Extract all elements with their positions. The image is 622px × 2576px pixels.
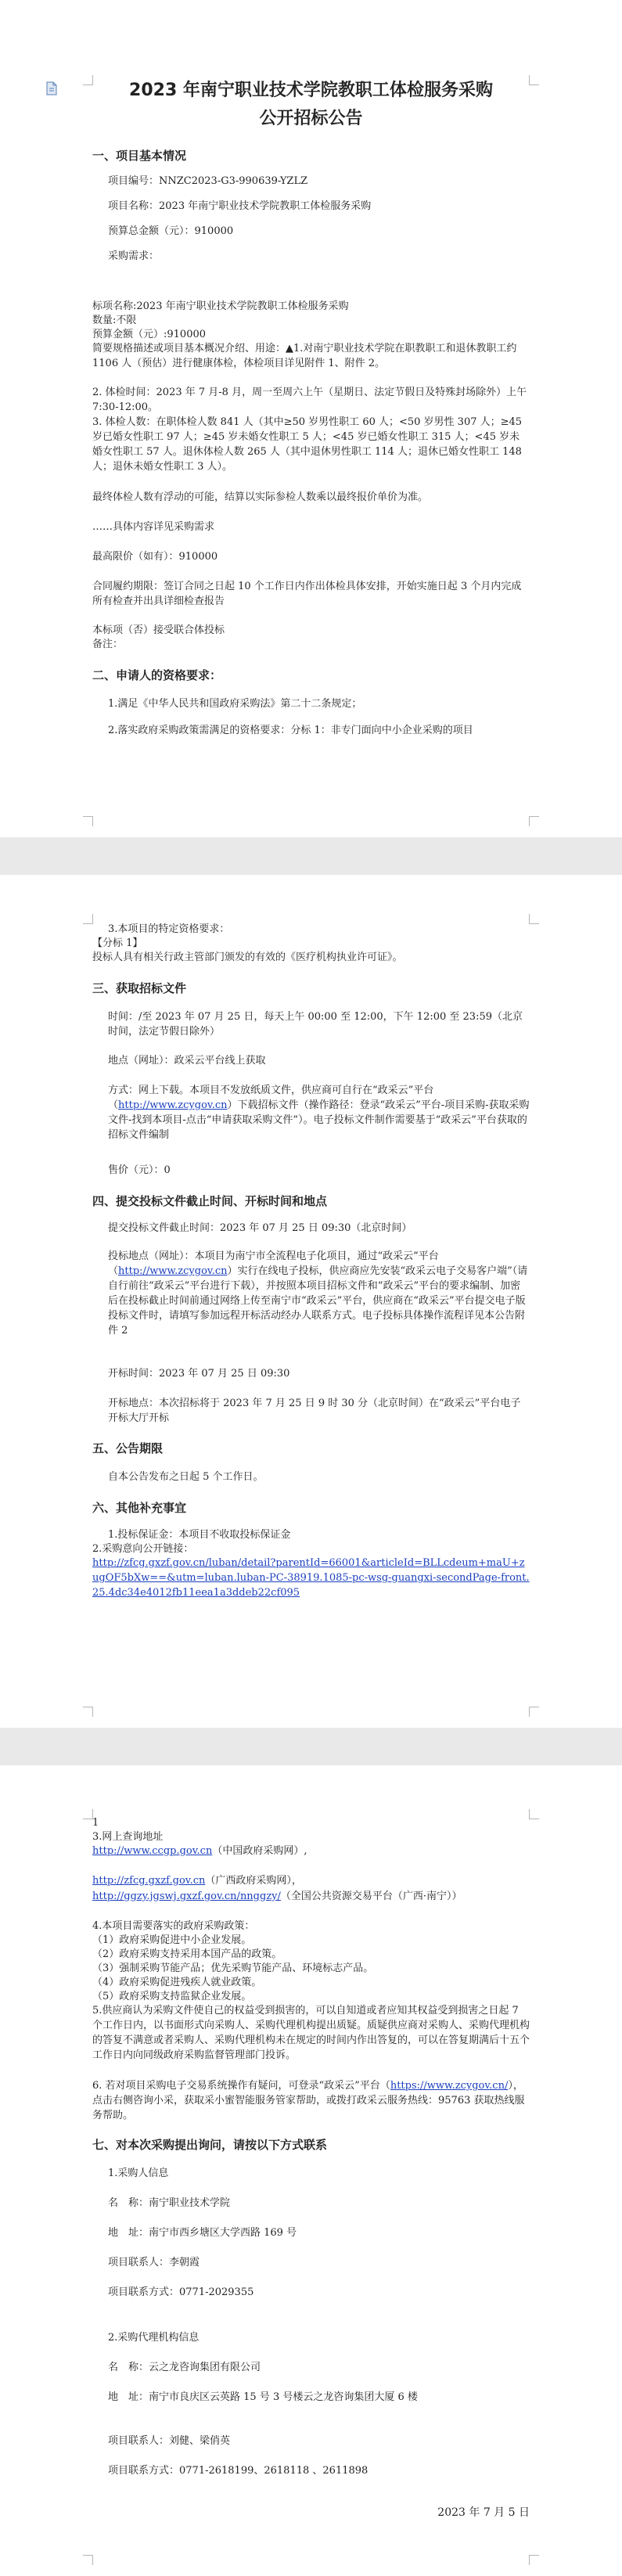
open-time: 开标时间：2023 年 07 月 25 日 09:30 — [108, 1368, 290, 1380]
document-page-3 — [0, 1765, 622, 2576]
page-corner-mark — [529, 2555, 539, 2565]
open-place: 开标地点：本次招标将于 2023 年 7 月 25 日 9 时 30 分（北京时间）在“政采云”平台电子开标大厅开标 — [108, 1398, 521, 1424]
section-heading: 七、对本次采购提出询问，请按以下方式联系 — [92, 2138, 328, 2152]
obtain-place: 地点（网址）：政采云平台线上获取 — [108, 1055, 266, 1067]
agent-address: 地 址：南宁市良庆区云英路 15 号 3 号楼云之龙咨询集团大厦 6 楼 — [108, 2391, 418, 2403]
demand-label: 采购需求： — [108, 250, 160, 262]
agent-phone: 项目联系方式：0771-2618199、2618118 、2611898 — [108, 2465, 369, 2477]
buyer-contact: 项目联系人：李朝霞 — [108, 2257, 200, 2268]
policy-item: （1）政府采购促进中小企业发展。 — [92, 1934, 252, 1946]
people-note: 最终体检人数有浮动的可能，结算以实际参检人数乘以最终报价单价为准。 — [92, 491, 429, 503]
policy-item: （5）政府采购支持监狱企业发展。 — [92, 1991, 252, 2002]
remark: 备注： — [92, 639, 124, 650]
link-continuation: 1 — [92, 1817, 99, 1829]
budget-amount: 预算金额（元）:910000 — [92, 329, 207, 340]
query-address-2: http://zfcg.gxzf.gov.cn（广西政府采购网）， — [92, 1875, 302, 1887]
buyer-address: 地 址：南宁市西乡塘区大学西路 169 号 — [108, 2227, 297, 2239]
contract-period: 合同履约期限：签订合同之日起 10 个工作日内作出体检具体安排，开始实施日起 3 个月内完成所有检查并出具详细检查报告 — [92, 581, 522, 607]
section-heading: 六、其他补充事宜 — [92, 1501, 187, 1515]
buyer-phone: 项目联系方式：0771-2029355 — [108, 2286, 254, 2298]
page-corner-mark — [529, 75, 539, 85]
policy-item: （4）政府采购促进残疾人就业政策。 — [92, 1977, 262, 1988]
policy-label: 4.本项目需要落实的政府采购政策： — [92, 1920, 255, 1932]
intention-link[interactable]: http://zfcg.gxzf.gov.cn/luban/detail?parentId=66001&articleId=BLLcdeum+maU+zugOF5bXw==&utm=luban.luban-PC-38919.1085-pc-wsg-guangxi-secondPage-front.25.4dc34e4012fb11eea1a3ddeb22cf095 — [92, 1557, 530, 1599]
page-corner-mark — [83, 816, 93, 826]
joint-bid: 本标项（否）接受联合体投标 — [92, 624, 225, 636]
intention-link-label: 2.采购意向公开链接： — [92, 1543, 194, 1555]
gxzf-link[interactable]: http://zfcg.gxzf.gov.cn — [92, 1875, 206, 1887]
document-page-2 — [0, 875, 622, 1728]
obtain-time: 时间：/至 2023 年 07 月 25 日，每天上午 00:00 至 12:00，下午 12:00 至 23:59（北京时间，法定节假日除外） — [108, 1011, 523, 1038]
more-details: ……具体内容详见采购需求 — [92, 521, 215, 533]
bid-deadline: 提交投标文件截止时间：2023 年 07 月 25 日 09:30（北京时间） — [108, 1222, 412, 1234]
section-heading: 四、提交投标文件截止时间、开标时间和地点 — [92, 1194, 328, 1208]
section-heading: 二、申请人的资格要求： — [92, 668, 222, 682]
qualification-3: 3.本项目的特定资格要求： — [108, 923, 230, 935]
ccgp-link[interactable]: http://www.ccgp.gov.cn — [92, 1845, 213, 1857]
zcygov-link[interactable]: http://www.zcygov.cn — [118, 1099, 228, 1111]
bid-place: 投标地点（网址）：本项目为南宁市全流程电子化项目，通过“政采云”平台（http://www.zcygov.cn）实行在线电子投标，供应商应先安装“政采云电子交易客户端”（请自行前往“政采云”平台进行下载），并按照本项目招标文件和“政采云”平台的要求编制、加密后在投标截止时间前通过网络上传至南宁市“政采云”平台，供应商在“政采云”平台提交电子版投标文件时，请填写参加远程开标活动经办人联系方式。电子投标具体操作流程详见本公告附件 2 — [108, 1250, 528, 1337]
document-icon — [45, 81, 58, 95]
page-corner-mark — [529, 1809, 539, 1819]
agent-title: 2.采购代理机构信息 — [108, 2332, 200, 2344]
qualification-3-detail: 投标人具有相关行政主管部门颁发的有效的《医疗机构执业许可证》。 — [92, 952, 403, 963]
section-heading: 三、获取招标文件 — [92, 981, 187, 995]
document-page-1 — [0, 0, 622, 837]
bid-name: 标项名称:2023 年南宁职业技术学院教职工体检服务采购 — [92, 300, 349, 312]
page-title: 2023 年南宁职业技术学院教职工体检服务采购 — [129, 81, 493, 100]
buyer-name: 名 称：南宁职业技术学院 — [108, 2197, 231, 2209]
price-limit: 最高限价（如有）：910000 — [92, 551, 218, 563]
qualification-2: 2.落实政府采购政策需满足的资格要求：分标 1：非专门面向中小企业采购的项目 — [108, 725, 473, 736]
page-corner-mark — [529, 1707, 539, 1717]
notice-period: 自本公告发布之日起 5 个工作日。 — [108, 1471, 264, 1483]
project-number: 项目编号：NNZC2023-G3-990639-YZLZ — [108, 175, 308, 187]
exam-time: 2. 体检时间：2023 年 7 月-8 月，周一至周六上午（星期日、法定节假日及特殊封场除外）上午 7:30-12:00。 — [92, 387, 530, 413]
policy-item: （2）政府采购支持采用本国产品的政策。 — [92, 1948, 282, 1960]
page-corner-mark — [529, 816, 539, 826]
query-address-1: http://www.ccgp.gov.cn（中国政府采购网）, — [92, 1845, 307, 1857]
zcygov-link[interactable]: https://www.zcygov.cn/ — [390, 2080, 509, 2092]
policy-item: （3）强制采购节能产品；优先采购节能产品、环境标志产品。 — [92, 1963, 374, 1974]
obtain-method: 方式：网上下载。本项目不发放纸质文件，供应商可自行在“政采云”平台（http://www.zcygov.cn）下载招标文件（操作路径：登录“政采云”平台-项目采购-获取采购文件-找到本项目-点击“申请获取采购文件”）。电子投标文件制作需要基于“政采云”平台获取的招标文件编制 — [108, 1085, 530, 1141]
page-corner-mark — [83, 2555, 93, 2565]
query-address-3: http://ggzy.jgswj.gxzf.gov.cn/nnggzy/（全国公共资源交易平台（广西·南宁）） — [92, 1891, 462, 1902]
quantity: 数量:不限 — [92, 315, 137, 326]
page-corner-mark — [529, 914, 539, 924]
document-price: 售价（元）：0 — [108, 1164, 171, 1176]
lot-label: 【分标 1】 — [92, 937, 143, 949]
agent-name: 名 称：云之龙咨询集团有限公司 — [108, 2362, 261, 2373]
page-corner-mark — [83, 1707, 93, 1717]
bid-deposit: 1.投标保证金：本项目不收取投标保证金 — [108, 1529, 291, 1541]
agent-contact: 项目联系人：刘健、梁俏英 — [108, 2435, 231, 2447]
query-address-label: 3.网上查询地址 — [92, 1831, 164, 1843]
section-heading: 五、公告期限 — [92, 1441, 164, 1455]
spec-intro: 简要规格描述或项目基本概况介绍、用途：▲1.对南宁职业技术学院在职教职工和退休教职工约 1106 人（预估）进行健康体检，体检项目详见附件 1、附件 2。 — [92, 343, 520, 369]
ggzy-link[interactable]: http://ggzy.jgswj.gxzf.gov.cn/nnggzy/ — [92, 1891, 281, 1902]
exam-people: 3. 体检人数：在职体检人数 841 人（其中≥50 岁男性职工 60 人；<50 岁男性 307 人；≥45 岁已婚女性职工 97 人；≥45 岁未婚女性职工 5 人；<45 岁已婚女性职工 315 人；<45 岁未婚女性职工 57 人。退休体检人数 265 人（其中退休男性职工 114 人；退休已婚女性职工 148 人；退休未婚女性职工 3 人）。 — [92, 416, 526, 473]
budget: 预算总金额（元）：910000 — [108, 225, 234, 237]
qualification-1: 1.满足《中华人民共和国政府采购法》第二十二条规定； — [108, 698, 362, 710]
publish-date: 2023 年 7 月 5 日 — [437, 2506, 530, 2519]
buyer-title: 1.采购人信息 — [108, 2168, 169, 2179]
section-heading: 一、项目基本情况 — [92, 149, 187, 163]
system-help: 6. 若对项目采购电子交易系统操作有疑问，可登录“政采云”平台（https://www.zcygov.cn/），点击右侧咨询小采，获取采小蜜智能服务管家帮助，或拨打政采云服务热线：95763 获取热线服务帮助。 — [92, 2080, 525, 2121]
zcygov-link[interactable]: http://www.zcygov.cn — [118, 1265, 228, 1277]
complaint-note: 5.供应商认为采购文件使自己的权益受到损害的，可以自知道或者应知其权益受到损害之日起 7 个工作日内，以书面形式向采购人、采购代理机构提出质疑。质疑供应商对采购人、采购代理机构的答复不满意或者采购人、采购代理机构未在规定的时间内作出答复的，可以在答复期满后十五个工作日内向同级政府采购监督管理部门投诉。 — [92, 2005, 530, 2061]
page-subtitle: 公开招标公告 — [259, 109, 363, 128]
project-name: 项目名称：2023 年南宁职业技术学院教职工体检服务采购 — [108, 200, 372, 212]
